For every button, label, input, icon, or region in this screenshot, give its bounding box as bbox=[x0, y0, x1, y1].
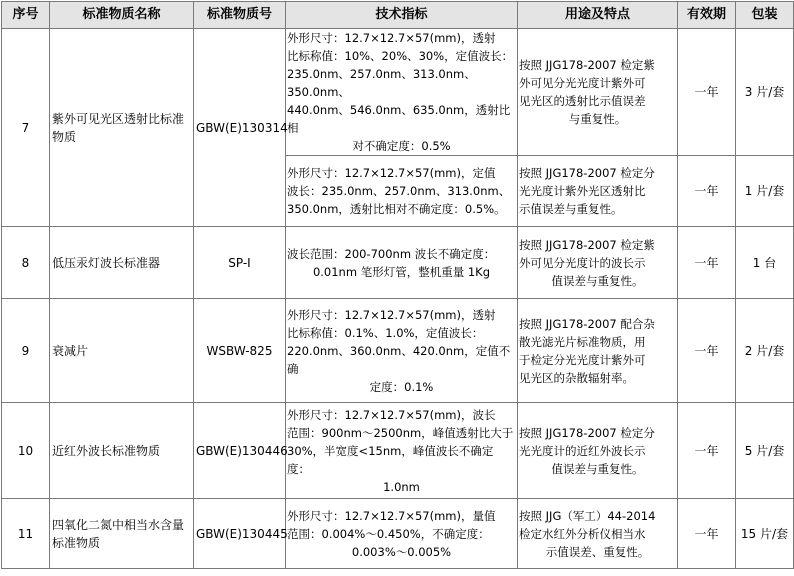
row-pack: 1 片/套 bbox=[736, 156, 794, 227]
spec-line: 235.0nm、257.0nm、313.0nm、350.0nm、 bbox=[287, 67, 476, 99]
row-pack: 5 片/套 bbox=[736, 403, 794, 499]
spec-line: 外形尺寸：12.7×12.7×57(mm)，波长 bbox=[287, 407, 496, 422]
table-row bbox=[2, 29, 794, 156]
table-row bbox=[2, 227, 794, 299]
spec-line: 350.0nm，透射比相对不确定度：0.5%。 bbox=[287, 202, 506, 216]
row-spec bbox=[286, 227, 518, 299]
row-use bbox=[518, 227, 678, 299]
row-no: 7 bbox=[2, 29, 50, 227]
row-code: GBW(E)130446 bbox=[194, 403, 286, 499]
header-pack: 包装 bbox=[736, 2, 794, 29]
row-name: 衰减片 bbox=[50, 299, 194, 403]
use-line: 于检定分光光度计紫外可 bbox=[519, 352, 646, 367]
row-code: GBW(E)130445 bbox=[194, 499, 286, 569]
spec-line: 外形尺寸：12.7×12.7×57(mm)，量值 bbox=[287, 508, 496, 523]
use-line: 值误差与重复性。 bbox=[551, 273, 644, 288]
row-spec bbox=[286, 156, 518, 227]
use-line: 与重复性。 bbox=[568, 112, 627, 126]
spec-line: 比标称值：10%、20%、30%，定值波长： bbox=[287, 49, 514, 63]
row-use bbox=[518, 403, 678, 499]
row-no: 8 bbox=[2, 227, 50, 299]
spec-line: 比标称值：0.1%、1.0%，定值波长： bbox=[287, 325, 484, 340]
row-validity: 一年 bbox=[678, 403, 736, 499]
spec-line: 0.003%～0.005% bbox=[351, 544, 452, 559]
spec-line: 定度：0.1% bbox=[369, 379, 434, 394]
spec-line: 1.0nm bbox=[383, 479, 420, 494]
use-line: 按照 JJG（军工）44-2014 bbox=[519, 508, 656, 523]
use-line: 按照 JJG178-2007 配合杂 bbox=[519, 316, 655, 331]
use-line: 见光区的杂散辐射率。 bbox=[519, 370, 634, 385]
header-code: 标准物质号 bbox=[194, 2, 286, 29]
row-pack: 3 片/套 bbox=[736, 29, 794, 156]
row-use bbox=[518, 499, 678, 569]
spec-line: 外形尺寸：12.7×12.7×57(mm)，透射 bbox=[287, 307, 496, 322]
use-line: 散光滤光片标准物质，用 bbox=[519, 334, 646, 349]
header-no: 序号 bbox=[2, 2, 50, 29]
use-line: 示值误差、重复性。 bbox=[545, 544, 650, 559]
standard-materials-table bbox=[1, 1, 794, 569]
row-pack: 2 片/套 bbox=[736, 299, 794, 403]
row-validity: 一年 bbox=[678, 299, 736, 403]
row-code: GBW(E)130314 bbox=[194, 29, 286, 227]
row-spec bbox=[286, 299, 518, 403]
spec-line: 波长范围：200-700nm 波长不确定度： bbox=[287, 246, 496, 261]
use-line: 示值误差与重复性。 bbox=[519, 202, 623, 216]
use-line: 按照 JJG178-2007 检定紫 bbox=[519, 237, 655, 252]
row-use bbox=[518, 29, 678, 156]
use-line: 检定水红外分析仪相当水 bbox=[519, 526, 646, 541]
use-line: 光光度计的近红外波长示 bbox=[519, 443, 646, 458]
spec-line: 外形尺寸：12.7×12.7×57(mm)，透射 bbox=[287, 31, 496, 45]
header-use: 用途及特点 bbox=[518, 2, 678, 29]
use-line: 外可见分光光度计紫外可 bbox=[519, 76, 646, 90]
row-spec bbox=[286, 29, 518, 156]
header-name: 标准物质名称 bbox=[50, 2, 194, 29]
row-code: WSBW-825 bbox=[194, 299, 286, 403]
row-validity: 一年 bbox=[678, 499, 736, 569]
row-pack: 15 片/套 bbox=[736, 499, 794, 569]
row-use bbox=[518, 156, 678, 227]
use-line: 按照 JJG178-2007 检定分 bbox=[519, 166, 655, 180]
header-spec: 技术指标 bbox=[286, 2, 518, 29]
spec-line: 对不确定度：0.5% bbox=[352, 139, 451, 153]
row-pack: 1 台 bbox=[736, 227, 794, 299]
spec-line: 0.01nm 笔形灯管，整机重量 1Kg bbox=[312, 264, 491, 279]
spec-line: 范围：0.004%～0.450%，不确定度： bbox=[287, 526, 490, 541]
row-validity: 一年 bbox=[678, 29, 736, 156]
spec-line: 波长：235.0nm、257.0nm、313.0nm、 bbox=[287, 184, 511, 198]
use-line: 见光区的透射比示值误差 bbox=[519, 94, 646, 108]
row-no: 9 bbox=[2, 299, 50, 403]
row-spec bbox=[286, 403, 518, 499]
spec-line: 30%，半宽度<15nm，峰值波长不确定度： bbox=[287, 443, 494, 476]
row-name: 四氧化二氮中相当水含量标准物质 bbox=[50, 499, 194, 569]
row-no: 11 bbox=[2, 499, 50, 569]
use-line: 按照 JJG178-2007 检定紫 bbox=[519, 58, 655, 72]
row-no: 10 bbox=[2, 403, 50, 499]
row-name: 紫外可见光区透射比标准物质 bbox=[50, 29, 194, 227]
row-spec bbox=[286, 499, 518, 569]
row-name: 近红外波长标准物质 bbox=[50, 403, 194, 499]
spec-line: 范围：900nm～2500nm，峰值透射比大于 bbox=[287, 425, 514, 440]
table-row bbox=[2, 403, 794, 499]
use-line: 光光度计紫外光区透射比 bbox=[519, 184, 646, 198]
spec-line: 外形尺寸：12.7×12.7×57(mm)，定值 bbox=[287, 166, 496, 180]
row-validity: 一年 bbox=[678, 227, 736, 299]
header-row bbox=[2, 2, 794, 29]
row-name: 低压汞灯波长标准器 bbox=[50, 227, 194, 299]
row-code: SP-Ⅰ bbox=[194, 227, 286, 299]
use-line: 按照 JJG178-2007 检定分 bbox=[519, 425, 655, 440]
spec-line: 440.0nm、546.0nm、635.0nm，透射比相 bbox=[287, 103, 511, 135]
use-line: 外可见分光度计的波长示 bbox=[519, 255, 646, 270]
row-use bbox=[518, 299, 678, 403]
use-line: 值误差与重复性。 bbox=[551, 461, 644, 476]
header-validity: 有效期 bbox=[678, 2, 736, 29]
table-row bbox=[2, 299, 794, 403]
table-row bbox=[2, 499, 794, 569]
spec-line: 220.0nm、360.0nm、420.0nm，定值不确 bbox=[287, 343, 511, 376]
row-validity: 一年 bbox=[678, 156, 736, 227]
